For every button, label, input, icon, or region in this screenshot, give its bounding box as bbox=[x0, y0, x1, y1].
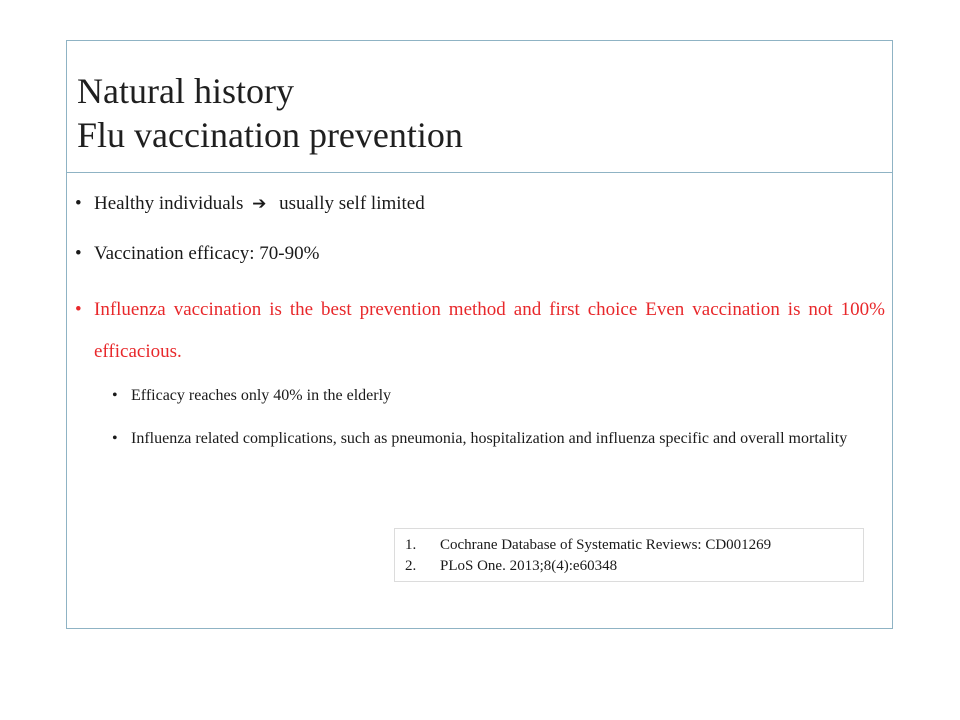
bullet-dot: • bbox=[75, 243, 82, 264]
bullet-list bbox=[75, 189, 885, 457]
bullet-item-highlight bbox=[75, 289, 885, 373]
slide-frame bbox=[66, 40, 893, 629]
title-line-1: Natural history bbox=[77, 71, 294, 111]
sub-bullet-text: Efficacy reaches only 40% in the elderly bbox=[131, 387, 392, 404]
reference-number: 2. bbox=[405, 558, 417, 574]
title-divider bbox=[67, 172, 892, 173]
reference-item bbox=[405, 535, 853, 556]
bullet-item bbox=[75, 239, 885, 269]
bullet-dot: • bbox=[112, 387, 118, 404]
slide-title bbox=[77, 69, 463, 157]
bullet-text: Healthy individuals bbox=[94, 193, 244, 214]
right-arrow-icon: ➔ bbox=[252, 194, 267, 214]
sub-bullet-item bbox=[112, 420, 885, 457]
bullet-dot: • bbox=[112, 430, 118, 447]
bullet-dot: • bbox=[75, 193, 82, 214]
reference-text: Cochrane Database of Systematic Reviews: CD001269 bbox=[440, 537, 772, 553]
bullet-text: usually self limited bbox=[279, 193, 425, 214]
sub-bullet-item bbox=[112, 377, 885, 414]
sub-bullet-text: Influenza related complications, such as pneumonia, hospitalization and influenza specific and overall mortality bbox=[131, 430, 848, 447]
bullet-text: Influenza vaccination is the best prevention method and first choice Even vaccination is not 100% efficacious. bbox=[94, 299, 885, 362]
bullet-text: Vaccination efficacy: 70-90% bbox=[94, 243, 320, 264]
references-box bbox=[394, 528, 864, 582]
title-line-2: Flu vaccination prevention bbox=[77, 115, 463, 155]
reference-item bbox=[405, 556, 853, 577]
reference-text: PLoS One. 2013;8(4):e60348 bbox=[440, 558, 618, 574]
bullet-dot: • bbox=[75, 299, 82, 320]
reference-number: 1. bbox=[405, 537, 417, 553]
bullet-item bbox=[75, 189, 885, 219]
